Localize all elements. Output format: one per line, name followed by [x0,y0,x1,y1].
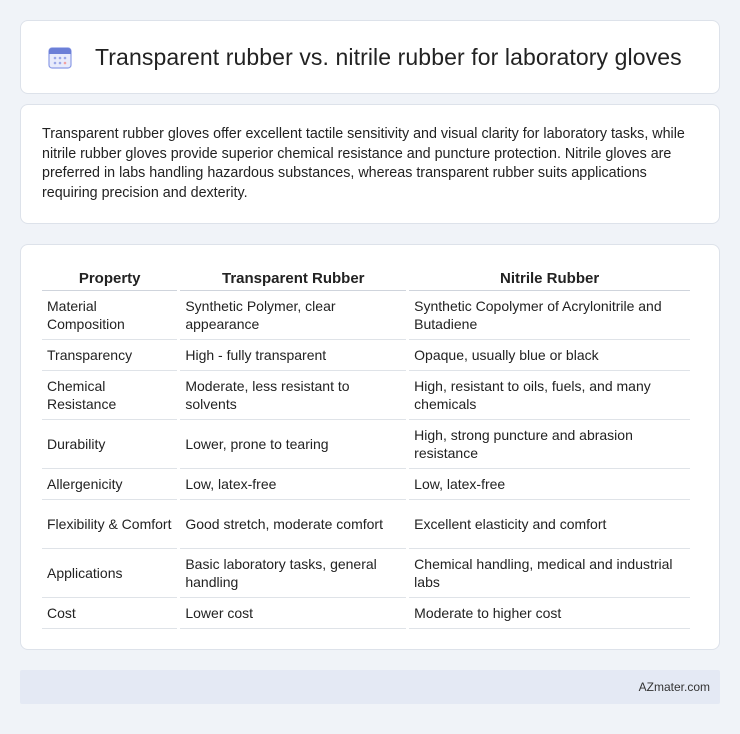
table-row [42,371,690,420]
summary-text: Transparent rubber gloves offer excellent tactile sensitivity and visual clarity for laboratory tasks, while nitrile rubber gloves provide superior chemical resistance and puncture protection. Nitrile gloves are preferred in labs handling hazardous substances, whereas transparent rubber suits applications requiring precision and dexterity. [42,126,685,201]
nitrile-rubber-cell: High, strong puncture and abrasion resistance [409,420,690,469]
property-cell: Durability [42,420,177,469]
comparison-card [20,244,720,650]
page-title: Transparent rubber vs. nitrile rubber for laboratory gloves [95,43,682,70]
column-header-property: Property [42,263,177,291]
property-cell: Applications [42,549,177,598]
table-row [42,549,690,598]
footer [20,670,720,704]
transparent-rubber-cell: High - fully transparent [180,340,406,371]
nitrile-rubber-cell: Opaque, usually blue or black [409,340,690,371]
table-row [42,340,690,371]
nitrile-rubber-cell: Moderate to higher cost [409,598,690,629]
summary-card [20,104,720,224]
table-row [42,598,690,629]
transparent-rubber-cell: Basic laboratory tasks, general handling [180,549,406,598]
transparent-rubber-cell: Synthetic Polymer, clear appearance [180,291,406,340]
property-cell: Allergenicity [42,469,177,500]
property-cell: Flexibility & Comfort [42,500,177,549]
nitrile-rubber-cell: Low, latex-free [409,469,690,500]
property-cell: Chemical Resistance [42,371,177,420]
title-card [20,20,720,94]
nitrile-rubber-cell: Chemical handling, medical and industrial labs [409,549,690,598]
table-row [42,500,690,549]
table-row [42,469,690,500]
transparent-rubber-cell: Low, latex-free [180,469,406,500]
comparison-table [39,263,693,629]
transparent-rubber-cell: Lower cost [180,598,406,629]
footer-site-link[interactable]: AZmater.com [638,680,710,694]
table-row [42,420,690,469]
property-cell: Transparency [42,340,177,371]
nitrile-rubber-cell: Synthetic Copolymer of Acrylonitrile and Butadiene [409,291,690,340]
transparent-rubber-cell: Moderate, less resistant to solvents [180,371,406,420]
table-row [42,291,690,340]
nitrile-rubber-cell: High, resistant to oils, fuels, and many chemicals [409,371,690,420]
column-header-transparent-rubber: Transparent Rubber [180,263,406,291]
calendar-icon [47,44,73,70]
nitrile-rubber-cell: Excellent elasticity and comfort [409,500,690,549]
property-cell: Material Composition [42,291,177,340]
transparent-rubber-cell: Good stretch, moderate comfort [180,500,406,549]
column-header-nitrile-rubber: Nitrile Rubber [409,263,690,291]
property-cell: Cost [42,598,177,629]
transparent-rubber-cell: Lower, prone to tearing [180,420,406,469]
table-header-row [42,263,690,291]
